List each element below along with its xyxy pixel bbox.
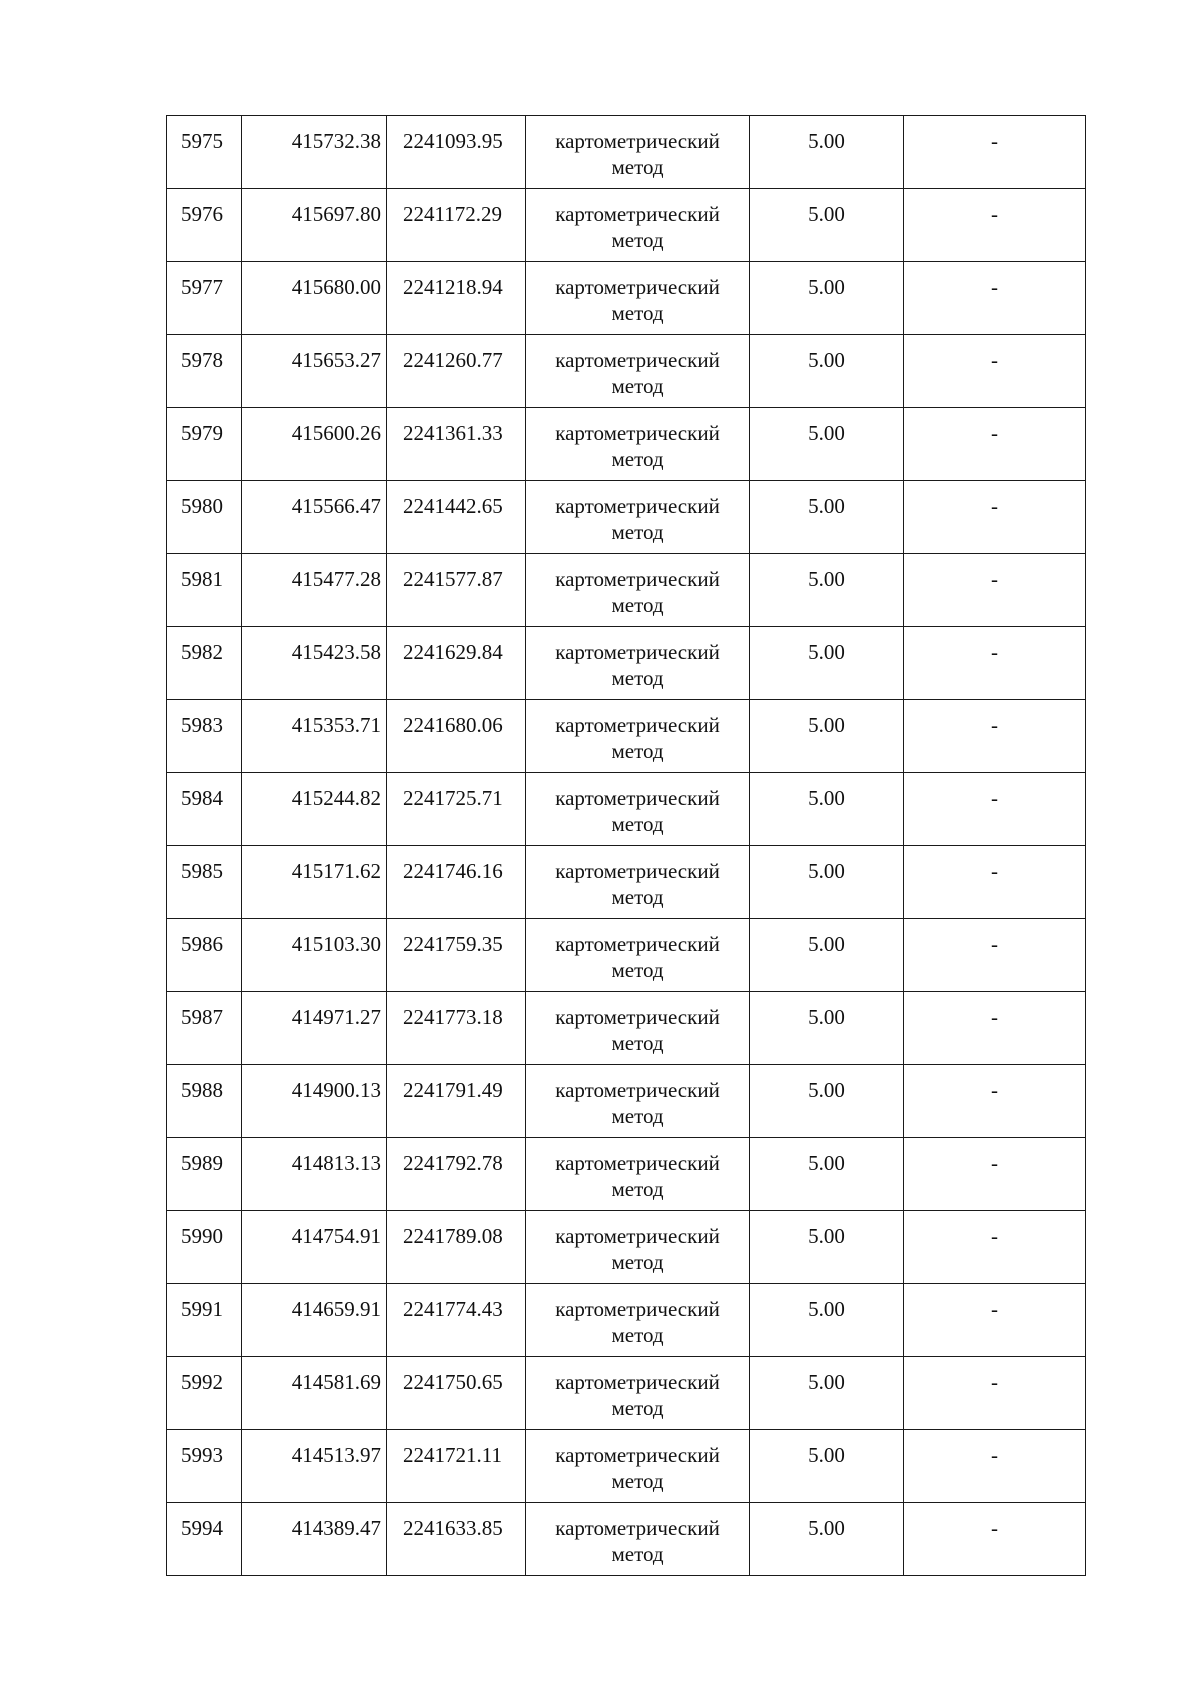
method-line-1: картометрический: [555, 494, 720, 518]
method-cell: [526, 1357, 750, 1430]
table-row: [167, 408, 1086, 481]
method-line-1: картометрический: [555, 421, 720, 445]
y-coordinate-cell: 2241172.29: [387, 189, 526, 262]
method-line-2: метод: [611, 301, 664, 325]
method-line-2: метод: [611, 1031, 664, 1055]
accuracy-cell: 5.00: [750, 116, 904, 189]
method-line-2: метод: [611, 228, 664, 252]
y-coordinate-cell: 2241774.43: [387, 1284, 526, 1357]
point-number-cell: 5991: [167, 1284, 242, 1357]
point-number-cell: 5978: [167, 335, 242, 408]
y-coordinate-cell: 2241759.35: [387, 919, 526, 992]
method-line-1: картометрический: [555, 786, 720, 810]
method-line-1: картометрический: [555, 1078, 720, 1102]
point-number-cell: 5987: [167, 992, 242, 1065]
point-number-cell: 5990: [167, 1211, 242, 1284]
y-coordinate-cell: 2241680.06: [387, 700, 526, 773]
y-coordinate-cell: 2241093.95: [387, 116, 526, 189]
x-coordinate-cell: 414659.91: [242, 1284, 387, 1357]
x-coordinate-cell: 414900.13: [242, 1065, 387, 1138]
accuracy-cell: 5.00: [750, 992, 904, 1065]
note-cell: -: [904, 116, 1086, 189]
method-line-2: метод: [611, 1396, 664, 1420]
point-number-cell: 5983: [167, 700, 242, 773]
y-coordinate-cell: 2241746.16: [387, 846, 526, 919]
y-coordinate-cell: 2241218.94: [387, 262, 526, 335]
x-coordinate-cell: 415353.71: [242, 700, 387, 773]
method-line-1: картометрический: [555, 275, 720, 299]
note-cell: -: [904, 1430, 1086, 1503]
note-cell: -: [904, 1357, 1086, 1430]
y-coordinate-cell: 2241577.87: [387, 554, 526, 627]
point-number-cell: 5979: [167, 408, 242, 481]
table-row: [167, 1138, 1086, 1211]
x-coordinate-cell: 415103.30: [242, 919, 387, 992]
accuracy-cell: 5.00: [750, 262, 904, 335]
method-cell: [526, 189, 750, 262]
method-line-1: картометрический: [555, 859, 720, 883]
y-coordinate-cell: 2241773.18: [387, 992, 526, 1065]
note-cell: -: [904, 919, 1086, 992]
y-coordinate-cell: 2241442.65: [387, 481, 526, 554]
point-number-cell: 5982: [167, 627, 242, 700]
method-cell: [526, 1284, 750, 1357]
x-coordinate-cell: 415244.82: [242, 773, 387, 846]
point-number-cell: 5981: [167, 554, 242, 627]
method-line-2: метод: [611, 666, 664, 690]
method-line-2: метод: [611, 447, 664, 471]
x-coordinate-cell: 414513.97: [242, 1430, 387, 1503]
accuracy-cell: 5.00: [750, 1503, 904, 1576]
point-number-cell: 5977: [167, 262, 242, 335]
method-line-1: картометрический: [555, 1370, 720, 1394]
method-line-1: картометрический: [555, 567, 720, 591]
method-line-1: картометрический: [555, 1224, 720, 1248]
method-line-1: картометрический: [555, 1297, 720, 1321]
note-cell: -: [904, 1065, 1086, 1138]
method-line-2: метод: [611, 812, 664, 836]
method-cell: [526, 335, 750, 408]
note-cell: -: [904, 700, 1086, 773]
accuracy-cell: 5.00: [750, 1357, 904, 1430]
method-cell: [526, 554, 750, 627]
method-cell: [526, 1430, 750, 1503]
accuracy-cell: 5.00: [750, 1065, 904, 1138]
y-coordinate-cell: 2241260.77: [387, 335, 526, 408]
accuracy-cell: 5.00: [750, 335, 904, 408]
table-row: [167, 1211, 1086, 1284]
y-coordinate-cell: 2241633.85: [387, 1503, 526, 1576]
accuracy-cell: 5.00: [750, 700, 904, 773]
note-cell: -: [904, 481, 1086, 554]
table-row: [167, 1284, 1086, 1357]
method-line-1: картометрический: [555, 713, 720, 737]
method-line-1: картометрический: [555, 932, 720, 956]
x-coordinate-cell: 415732.38: [242, 116, 387, 189]
accuracy-cell: 5.00: [750, 773, 904, 846]
x-coordinate-cell: 415566.47: [242, 481, 387, 554]
y-coordinate-cell: 2241791.49: [387, 1065, 526, 1138]
note-cell: -: [904, 1211, 1086, 1284]
x-coordinate-cell: 415697.80: [242, 189, 387, 262]
note-cell: -: [904, 992, 1086, 1065]
table-row: [167, 1430, 1086, 1503]
note-cell: -: [904, 773, 1086, 846]
accuracy-cell: 5.00: [750, 1284, 904, 1357]
table-row: [167, 554, 1086, 627]
point-number-cell: 5980: [167, 481, 242, 554]
method-line-1: картометрический: [555, 1005, 720, 1029]
y-coordinate-cell: 2241750.65: [387, 1357, 526, 1430]
x-coordinate-cell: 415477.28: [242, 554, 387, 627]
method-line-2: метод: [611, 374, 664, 398]
x-coordinate-cell: 415680.00: [242, 262, 387, 335]
x-coordinate-cell: 415653.27: [242, 335, 387, 408]
method-line-2: метод: [611, 958, 664, 982]
coordinates-table: [166, 115, 1086, 1576]
table-row: [167, 992, 1086, 1065]
x-coordinate-cell: 414971.27: [242, 992, 387, 1065]
y-coordinate-cell: 2241792.78: [387, 1138, 526, 1211]
table-row: [167, 335, 1086, 408]
method-line-1: картометрический: [555, 202, 720, 226]
method-line-2: метод: [611, 1250, 664, 1274]
y-coordinate-cell: 2241725.71: [387, 773, 526, 846]
table-row: [167, 700, 1086, 773]
point-number-cell: 5986: [167, 919, 242, 992]
method-line-2: метод: [611, 885, 664, 909]
method-line-2: метод: [611, 739, 664, 763]
accuracy-cell: 5.00: [750, 481, 904, 554]
y-coordinate-cell: 2241789.08: [387, 1211, 526, 1284]
method-cell: [526, 262, 750, 335]
table-row: [167, 1357, 1086, 1430]
x-coordinate-cell: 414754.91: [242, 1211, 387, 1284]
point-number-cell: 5994: [167, 1503, 242, 1576]
accuracy-cell: 5.00: [750, 1138, 904, 1211]
point-number-cell: 5989: [167, 1138, 242, 1211]
table-row: [167, 116, 1086, 189]
method-cell: [526, 1211, 750, 1284]
y-coordinate-cell: 2241721.11: [387, 1430, 526, 1503]
accuracy-cell: 5.00: [750, 1430, 904, 1503]
note-cell: -: [904, 189, 1086, 262]
method-cell: [526, 1503, 750, 1576]
note-cell: -: [904, 554, 1086, 627]
accuracy-cell: 5.00: [750, 554, 904, 627]
accuracy-cell: 5.00: [750, 846, 904, 919]
accuracy-cell: 5.00: [750, 408, 904, 481]
method-line-2: метод: [611, 1323, 664, 1347]
accuracy-cell: 5.00: [750, 189, 904, 262]
method-line-2: метод: [611, 155, 664, 179]
table-row: [167, 846, 1086, 919]
x-coordinate-cell: 414389.47: [242, 1503, 387, 1576]
method-cell: [526, 992, 750, 1065]
method-line-1: картометрический: [555, 1151, 720, 1175]
note-cell: -: [904, 408, 1086, 481]
table-row: [167, 481, 1086, 554]
table-row: [167, 1503, 1086, 1576]
method-line-2: метод: [611, 520, 664, 544]
method-cell: [526, 700, 750, 773]
table-row: [167, 262, 1086, 335]
table-row: [167, 773, 1086, 846]
x-coordinate-cell: 414813.13: [242, 1138, 387, 1211]
coordinates-table-body: [167, 116, 1086, 1576]
method-line-1: картометрический: [555, 1443, 720, 1467]
method-line-2: метод: [611, 1104, 664, 1128]
y-coordinate-cell: 2241361.33: [387, 408, 526, 481]
point-number-cell: 5993: [167, 1430, 242, 1503]
note-cell: -: [904, 846, 1086, 919]
method-cell: [526, 627, 750, 700]
method-cell: [526, 1065, 750, 1138]
x-coordinate-cell: 415423.58: [242, 627, 387, 700]
point-number-cell: 5976: [167, 189, 242, 262]
table-row: [167, 189, 1086, 262]
accuracy-cell: 5.00: [750, 1211, 904, 1284]
method-line-1: картометрический: [555, 129, 720, 153]
method-cell: [526, 773, 750, 846]
accuracy-cell: 5.00: [750, 919, 904, 992]
method-cell: [526, 481, 750, 554]
point-number-cell: 5988: [167, 1065, 242, 1138]
method-line-2: метод: [611, 1542, 664, 1566]
note-cell: -: [904, 1284, 1086, 1357]
table-row: [167, 627, 1086, 700]
x-coordinate-cell: 415171.62: [242, 846, 387, 919]
method-line-2: метод: [611, 1177, 664, 1201]
point-number-cell: 5985: [167, 846, 242, 919]
y-coordinate-cell: 2241629.84: [387, 627, 526, 700]
method-line-1: картометрический: [555, 1516, 720, 1540]
point-number-cell: 5992: [167, 1357, 242, 1430]
accuracy-cell: 5.00: [750, 627, 904, 700]
method-line-1: картометрический: [555, 348, 720, 372]
method-cell: [526, 846, 750, 919]
note-cell: -: [904, 627, 1086, 700]
table-row: [167, 919, 1086, 992]
note-cell: -: [904, 262, 1086, 335]
method-line-2: метод: [611, 1469, 664, 1493]
note-cell: -: [904, 1503, 1086, 1576]
method-cell: [526, 116, 750, 189]
method-cell: [526, 1138, 750, 1211]
x-coordinate-cell: 414581.69: [242, 1357, 387, 1430]
x-coordinate-cell: 415600.26: [242, 408, 387, 481]
note-cell: -: [904, 1138, 1086, 1211]
table-row: [167, 1065, 1086, 1138]
method-line-2: метод: [611, 593, 664, 617]
method-cell: [526, 919, 750, 992]
point-number-cell: 5975: [167, 116, 242, 189]
point-number-cell: 5984: [167, 773, 242, 846]
method-cell: [526, 408, 750, 481]
note-cell: -: [904, 335, 1086, 408]
method-line-1: картометрический: [555, 640, 720, 664]
